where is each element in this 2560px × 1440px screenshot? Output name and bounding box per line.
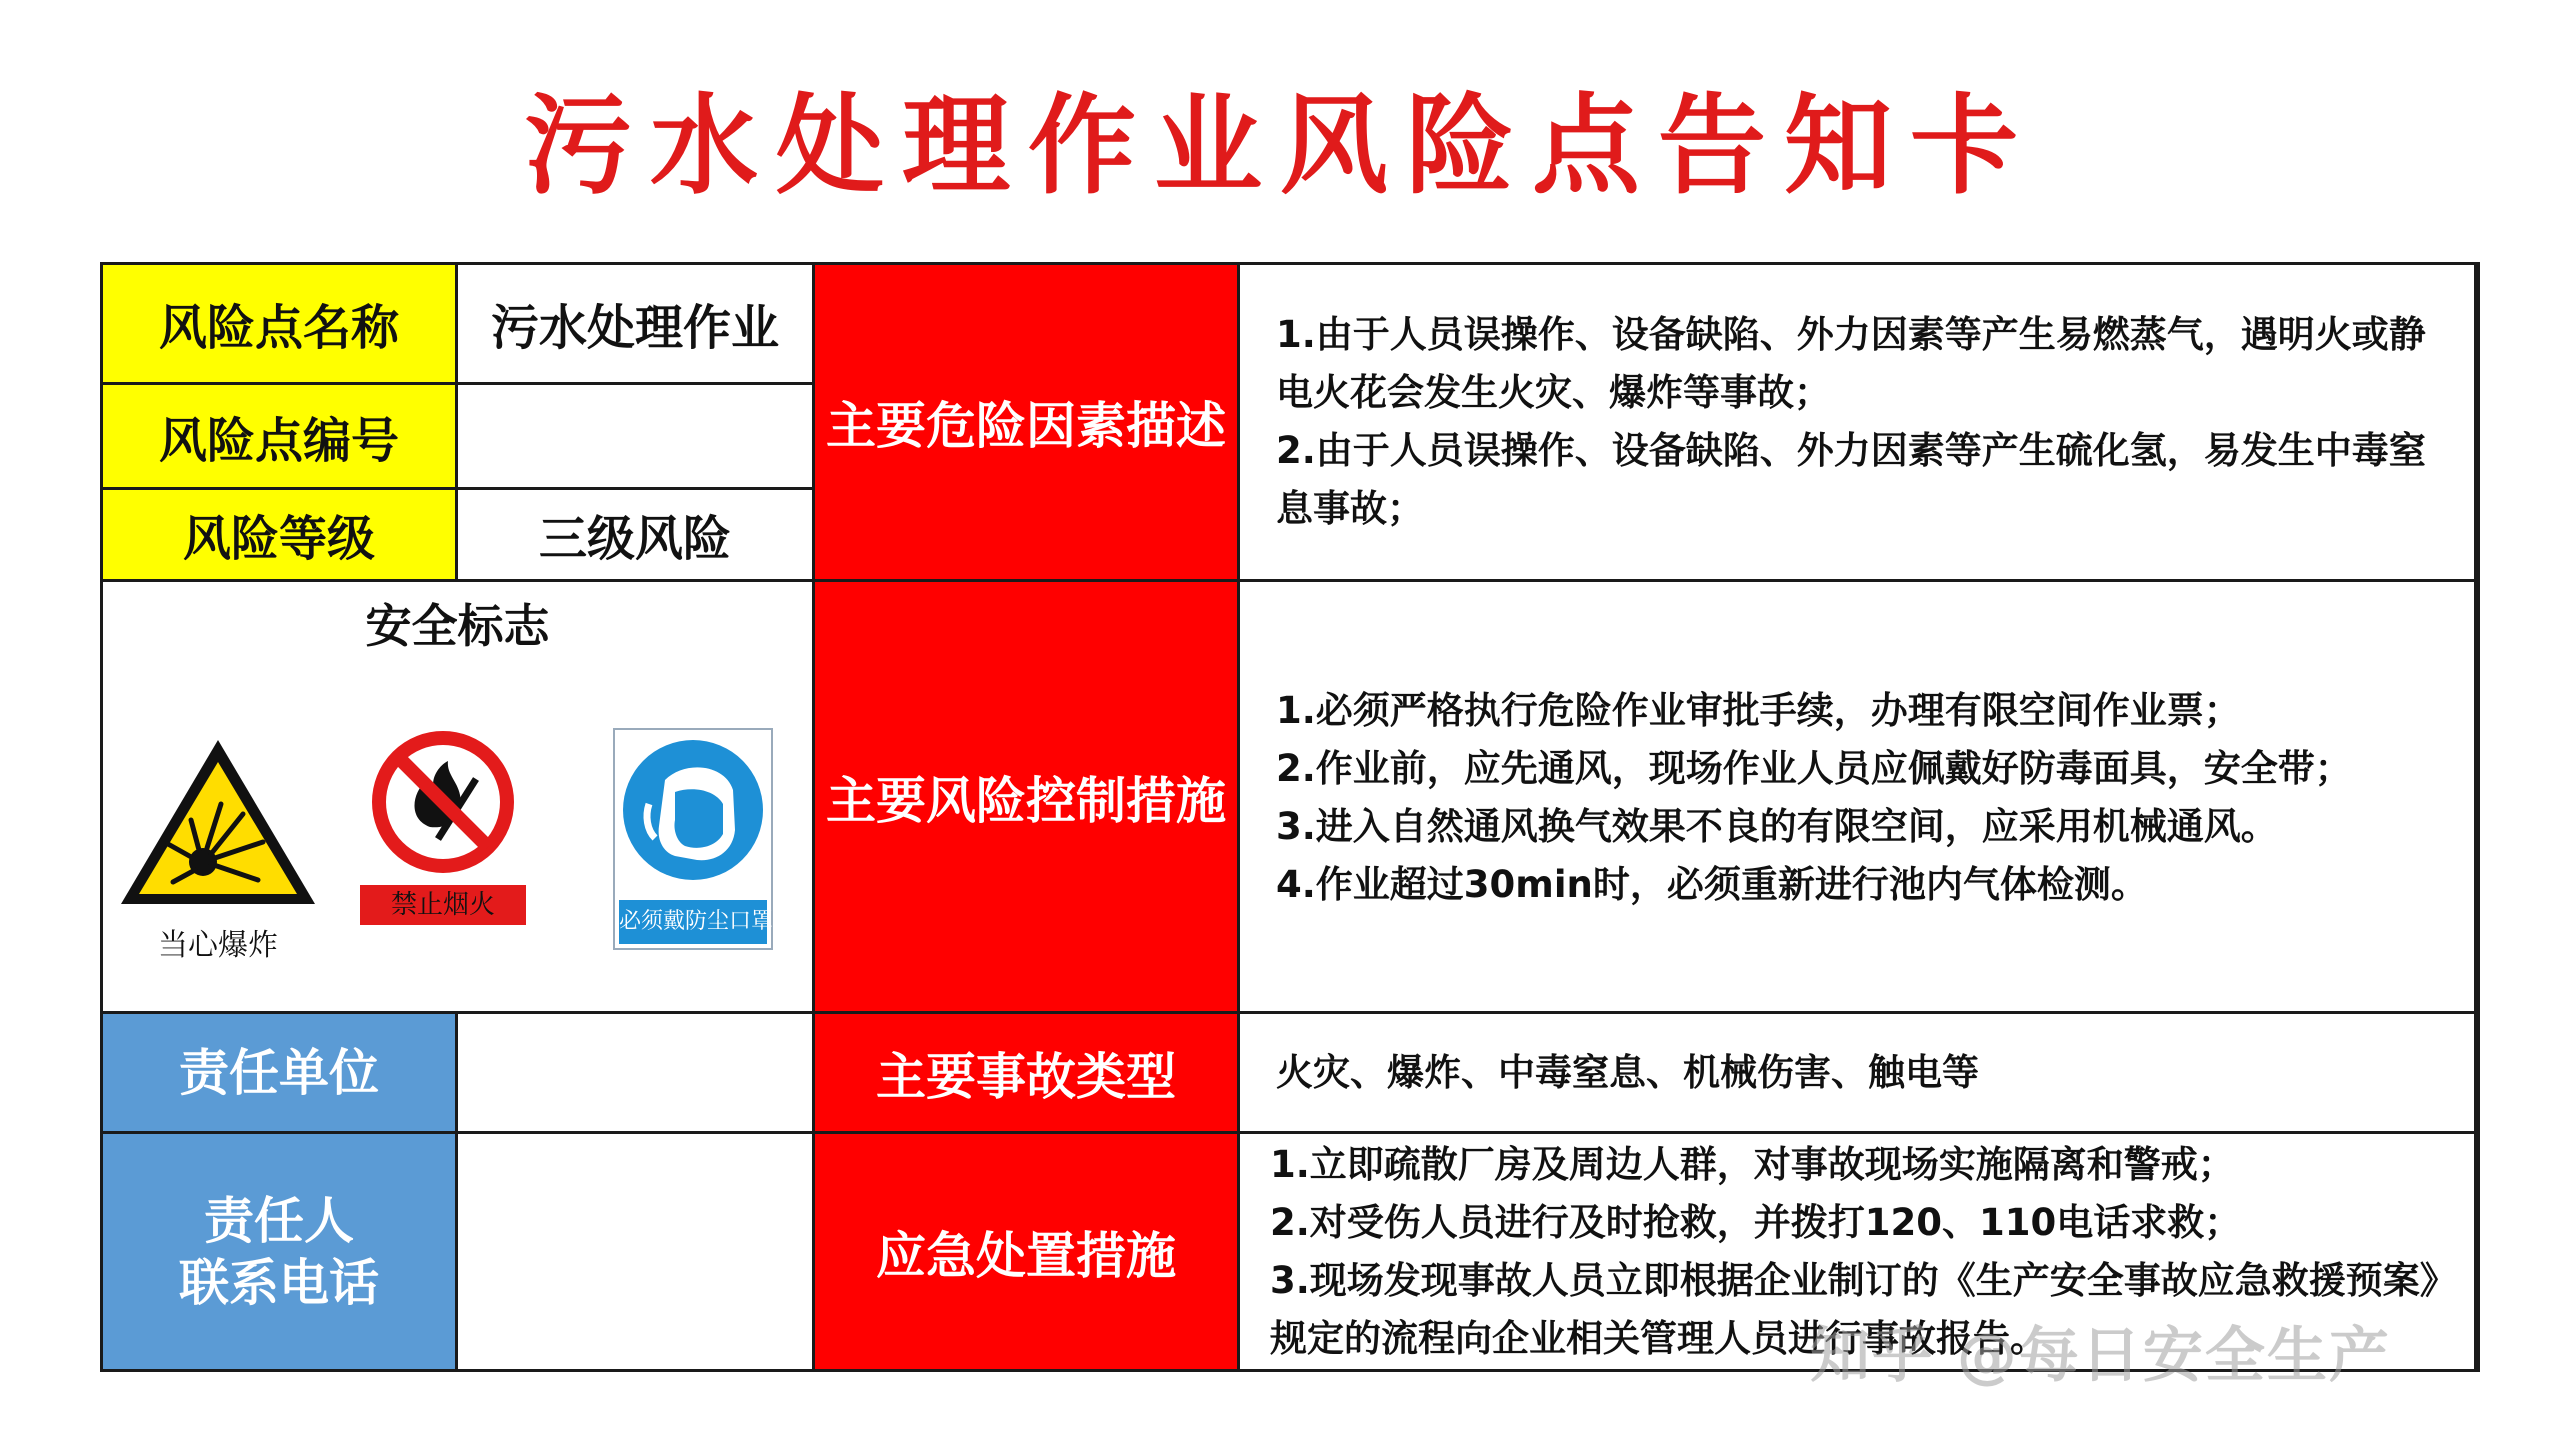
- sign-explosion: [113, 732, 323, 962]
- control-line: 4.作业超过30min时，必须重新进行池内气体检测。: [1276, 863, 2148, 906]
- accident-types-text: 火灾、爆炸、中毒窒息、机械伤害、触电等: [1276, 1050, 1979, 1094]
- sign-dust-mask-caption: 必须戴防尘口罩: [619, 900, 767, 944]
- responsible-unit-value: [458, 1014, 815, 1134]
- safety-signs-panel: [103, 582, 815, 1014]
- responsible-person-value: [458, 1134, 815, 1372]
- responsible-person-label-line1: 责任人: [204, 1191, 354, 1250]
- emergency-line: 规定的流程向企业相关管理人员进行事故报告。: [1270, 1316, 2047, 1360]
- risk-name-value: 污水处理作业: [458, 265, 815, 385]
- safety-signs-title: 安全标志: [365, 599, 550, 653]
- control-line: 1.必须严格执行危险作业审批手续，办理有限空间作业票；: [1276, 689, 2241, 732]
- responsible-person-label: [103, 1134, 458, 1372]
- emergency-line: 3.现场发现事故人员立即根据企业制订的《生产安全事故应急救援预案》: [1270, 1258, 2457, 1302]
- page-title: 污水处理作业风险点告知卡: [523, 84, 2036, 209]
- responsible-unit-label-text: 责任单位: [179, 1043, 379, 1102]
- responsible-person-label-line2: 联系电话: [179, 1253, 379, 1312]
- hazard-description: [1240, 265, 2477, 582]
- sign-explosion-caption: 当心爆炸: [158, 928, 278, 963]
- emergency-label: 应急处置措施: [815, 1134, 1240, 1372]
- sign-no-fire: [368, 727, 518, 947]
- risk-code-value: [458, 385, 815, 490]
- control-line: 3.进入自然通风换气效果不良的有限空间，应采用机械通风。: [1276, 805, 2278, 848]
- explosion-warning-icon: [113, 732, 323, 912]
- risk-name-label: 风险点名称: [103, 265, 458, 385]
- hazard-label: 主要危险因素描述: [815, 265, 1240, 582]
- accident-types: [1240, 1014, 2477, 1134]
- responsible-unit-label: [103, 1014, 458, 1134]
- emergency-line: 2.对受伤人员进行及时抢救，并拨打120、110电话求救；: [1270, 1200, 2242, 1244]
- control-measures: [1240, 582, 2477, 1014]
- risk-level-label: 风险等级: [103, 490, 458, 582]
- dust-mask-icon: [615, 730, 771, 898]
- hazard-line: 电火花会发生火灾、爆炸等事故；: [1276, 371, 1831, 414]
- emergency-measures: [1240, 1134, 2477, 1372]
- risk-notice-card: [100, 262, 2480, 1372]
- risk-level-value: 三级风险: [458, 490, 815, 582]
- emergency-line: 1.立即疏散厂房及周边人群，对事故现场实施隔离和警戒；: [1270, 1142, 2235, 1186]
- no-fire-icon: [368, 727, 518, 877]
- control-line: 2.作业前，应先通风，现场作业人员应佩戴好防毒面具，安全带；: [1276, 747, 2352, 790]
- hazard-line: 息事故；: [1276, 487, 1424, 530]
- sign-no-fire-caption: 禁止烟火: [360, 885, 526, 925]
- control-label: 主要风险控制措施: [815, 582, 1240, 1014]
- watermark: 知乎 @每日安全生产: [1810, 1321, 2391, 1391]
- risk-code-label: 风险点编号: [103, 385, 458, 490]
- hazard-line: 1.由于人员误操作、设备缺陷、外力因素等产生易燃蒸气，遇明火或静: [1276, 313, 2426, 356]
- sign-dust-mask: [613, 728, 773, 950]
- accident-label: 主要事故类型: [815, 1014, 1240, 1134]
- hazard-line: 2.由于人员误操作、设备缺陷、外力因素等产生硫化氢，易发生中毒窒: [1276, 429, 2426, 472]
